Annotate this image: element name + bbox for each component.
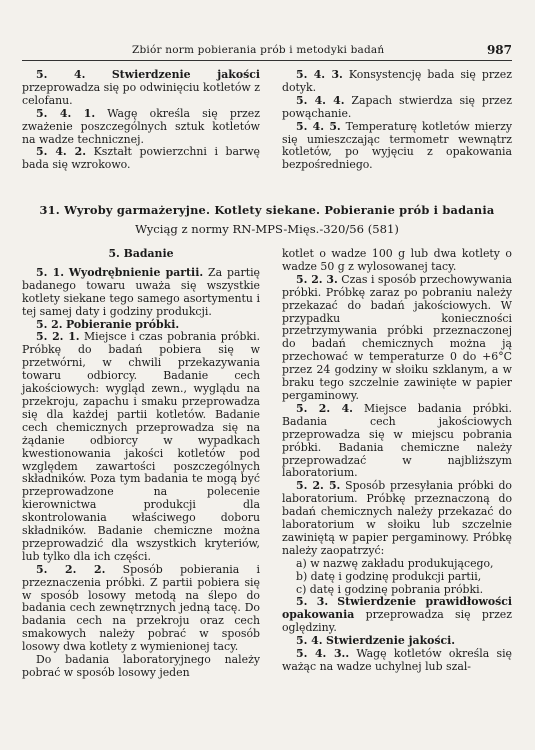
paragraph-text: Wagę określa się przez zważenie poszczególnych sztuk kotletów na wadze technicznej.	[22, 106, 260, 146]
section-number: 5. 4. 3..	[296, 647, 350, 661]
paragraph-5-2-3	[282, 274, 512, 403]
paragraph-text: Czas i sposób przechowywania próbki. Próbkę zaraz po pobraniu należy przekazać do badań jakościowych. W przypadku konieczności przetrzymywania próbki przeznaczonej do badań chemicznych można ją przechować w temperaturze 0 do +6°C przez 24 godziny w słoiku szklanym, a w braku tego szczelnie zawinięte w papier pergaminowy.	[282, 272, 512, 402]
running-title: Zbiór norm pobierania prób i metodyki badań	[132, 44, 385, 56]
paragraph-5-4-3	[282, 69, 512, 95]
section-number: 5. 4.	[36, 68, 86, 81]
paragraph-5-4-3-b	[282, 648, 512, 674]
top-right-column	[282, 69, 512, 172]
section-subtitle: Wyciąg z normy RN-MPS-Mięs.-320/56 (581)	[135, 222, 399, 236]
section-number: 5. 2. 4.	[296, 401, 353, 415]
right-column	[282, 248, 512, 674]
paragraph-5-4-2	[22, 146, 260, 172]
paragraph-text: Temperaturę kotletów mierzy się umieszczając termometr wewnątrz kotletów, po wyjęciu z opakowania bezpośredniego.	[282, 119, 512, 172]
section-heading: Wyodrębnienie partii.	[68, 265, 204, 279]
paragraph-text: Zapach stwierdza się przez powąchanie.	[282, 93, 512, 120]
paragraph-text: Miejsce badania próbki. Badania cech jakościowych przeprowadza się w miejscu pobrania próbki. Badania chemiczne należy przeprowadzać w najbliższym laboratorium.	[282, 401, 512, 480]
paragraph-5-3	[282, 596, 512, 635]
section-number: 5. 3.	[296, 595, 329, 609]
list-item-a: a) w nazwę zakładu produkującego,	[296, 556, 494, 570]
section-number: 5. 1.	[36, 265, 64, 279]
paragraph-5-2-1	[22, 331, 260, 563]
paragraph-5-2-2	[22, 564, 260, 654]
paragraph-text: Sposób pobierania i przeznaczenia próbki. Z partii pobiera się w sposób losowy metodą na ślepo do badania cech zewnętrznych jedną tacę. Do badania cech na przekroju oraz cech smakowych należy pobrać w sposób losowy dwa kotlety z wymienionej tacy.	[22, 562, 260, 654]
section-number: 5. 2. 1.	[36, 330, 80, 344]
section-number: 5. 4. 3.	[296, 68, 343, 81]
section-number: 5. 2.	[36, 317, 63, 331]
chapter-heading: 5. Badanie	[108, 247, 174, 260]
section-number: 5. 2. 3.	[296, 272, 338, 286]
section-number: 5. 2. 2.	[36, 562, 106, 576]
paragraph-5-4-1	[22, 108, 260, 147]
section-heading: Stwierdzenie prawidłowości opakowania	[282, 595, 513, 622]
paragraph-text: Kształt powierzchni i barwę bada się wzrokowo.	[22, 145, 260, 172]
page-number: 987	[486, 43, 512, 57]
paragraph-5-2-5	[282, 480, 512, 557]
section-number: 5. 4. 5.	[296, 119, 341, 133]
section-heading: Stwierdzenie jakości	[111, 68, 260, 81]
paragraph-text: Konsystencję bada się przez dotyk.	[282, 68, 512, 94]
list-item-c: c) datę i godzinę pobrania próbki.	[296, 582, 484, 596]
paragraph-continuation: kotlet o wadze 100 g lub dwa kotlety o wadze 50 g z wylosowanej tacy.	[282, 247, 512, 273]
list-item-b: b) datę i godzinę produkcji partii,	[296, 569, 482, 583]
section-number: 5. 4. 2.	[36, 145, 87, 159]
top-left-column	[22, 69, 260, 172]
paragraph-text: Wagę kotletów określa się ważąc na wadze uchylnej lub szal-	[282, 647, 513, 673]
paragraph-text: przeprowadza się przez oględziny.	[282, 608, 512, 635]
section-number: 5. 2. 5.	[296, 479, 341, 493]
paragraph-5-2-4	[282, 403, 512, 480]
section-heading: Stwierdzenie jakości.	[326, 634, 456, 648]
paragraph-lab-sample: Do badania laboratoryjnego należy pobrać w sposób losowy jeden	[22, 653, 260, 679]
section-heading: Pobieranie próbki.	[66, 317, 180, 331]
paragraph-text: Sposób przesyłania próbki do laboratorium. Próbkę przeznaczoną do badań chemicznych należy przekazać do laboratorium w słoiku lub szczelnie zawiniętą w papier pergaminowy. Próbkę należy zaopatrzyć:	[282, 479, 512, 557]
header-rule	[22, 60, 512, 61]
section-number: 5. 4. 4.	[296, 93, 345, 107]
paragraph-5-1	[22, 267, 260, 319]
paragraph-5-4	[22, 69, 260, 108]
paragraph-text: Miejsce i czas pobrania próbki. Próbkę do badań pobiera się w przetwórni, w chwili przekazywania towaru odbiorcy. Badanie cech jakościowych: wygląd zewn., wyglądu na przekroju, zapachu i smaku przeprowadza się dla każdej partii kotletów. Badanie cech chemicznych przeprowadza się na żądanie odbiorcy w wypadkach kwestionowania jakości kotletów pod względem zawartości poszczególnych składników. Poza tym badania te mogą być przeprowadzone na polecenie kierownictwa produkcji dla skontrolowania właściwego doboru składników. Badanie chemiczne można przeprowadzić dla wszystkich kryteriów, lub tylko dla ich części.	[22, 330, 260, 563]
left-column	[22, 248, 260, 680]
section-number: 5. 4. 1.	[36, 106, 96, 120]
section-title: 31. Wyroby garmażeryjne. Kotlety siekane. Pobieranie prób i badania	[39, 203, 495, 217]
paragraph-text: Za partię badanego towaru uważa się wszystkie kotlety siekane tego samego asortymentu i tej samej daty i godziny produkcji.	[22, 265, 260, 318]
paragraph-5-4-4	[282, 95, 512, 121]
section-number: 5. 4.	[296, 634, 323, 648]
paragraph-text: przeprowadza się po odwinięciu kotletów z celofanu.	[22, 80, 260, 107]
paragraph-5-4-5	[282, 121, 512, 173]
